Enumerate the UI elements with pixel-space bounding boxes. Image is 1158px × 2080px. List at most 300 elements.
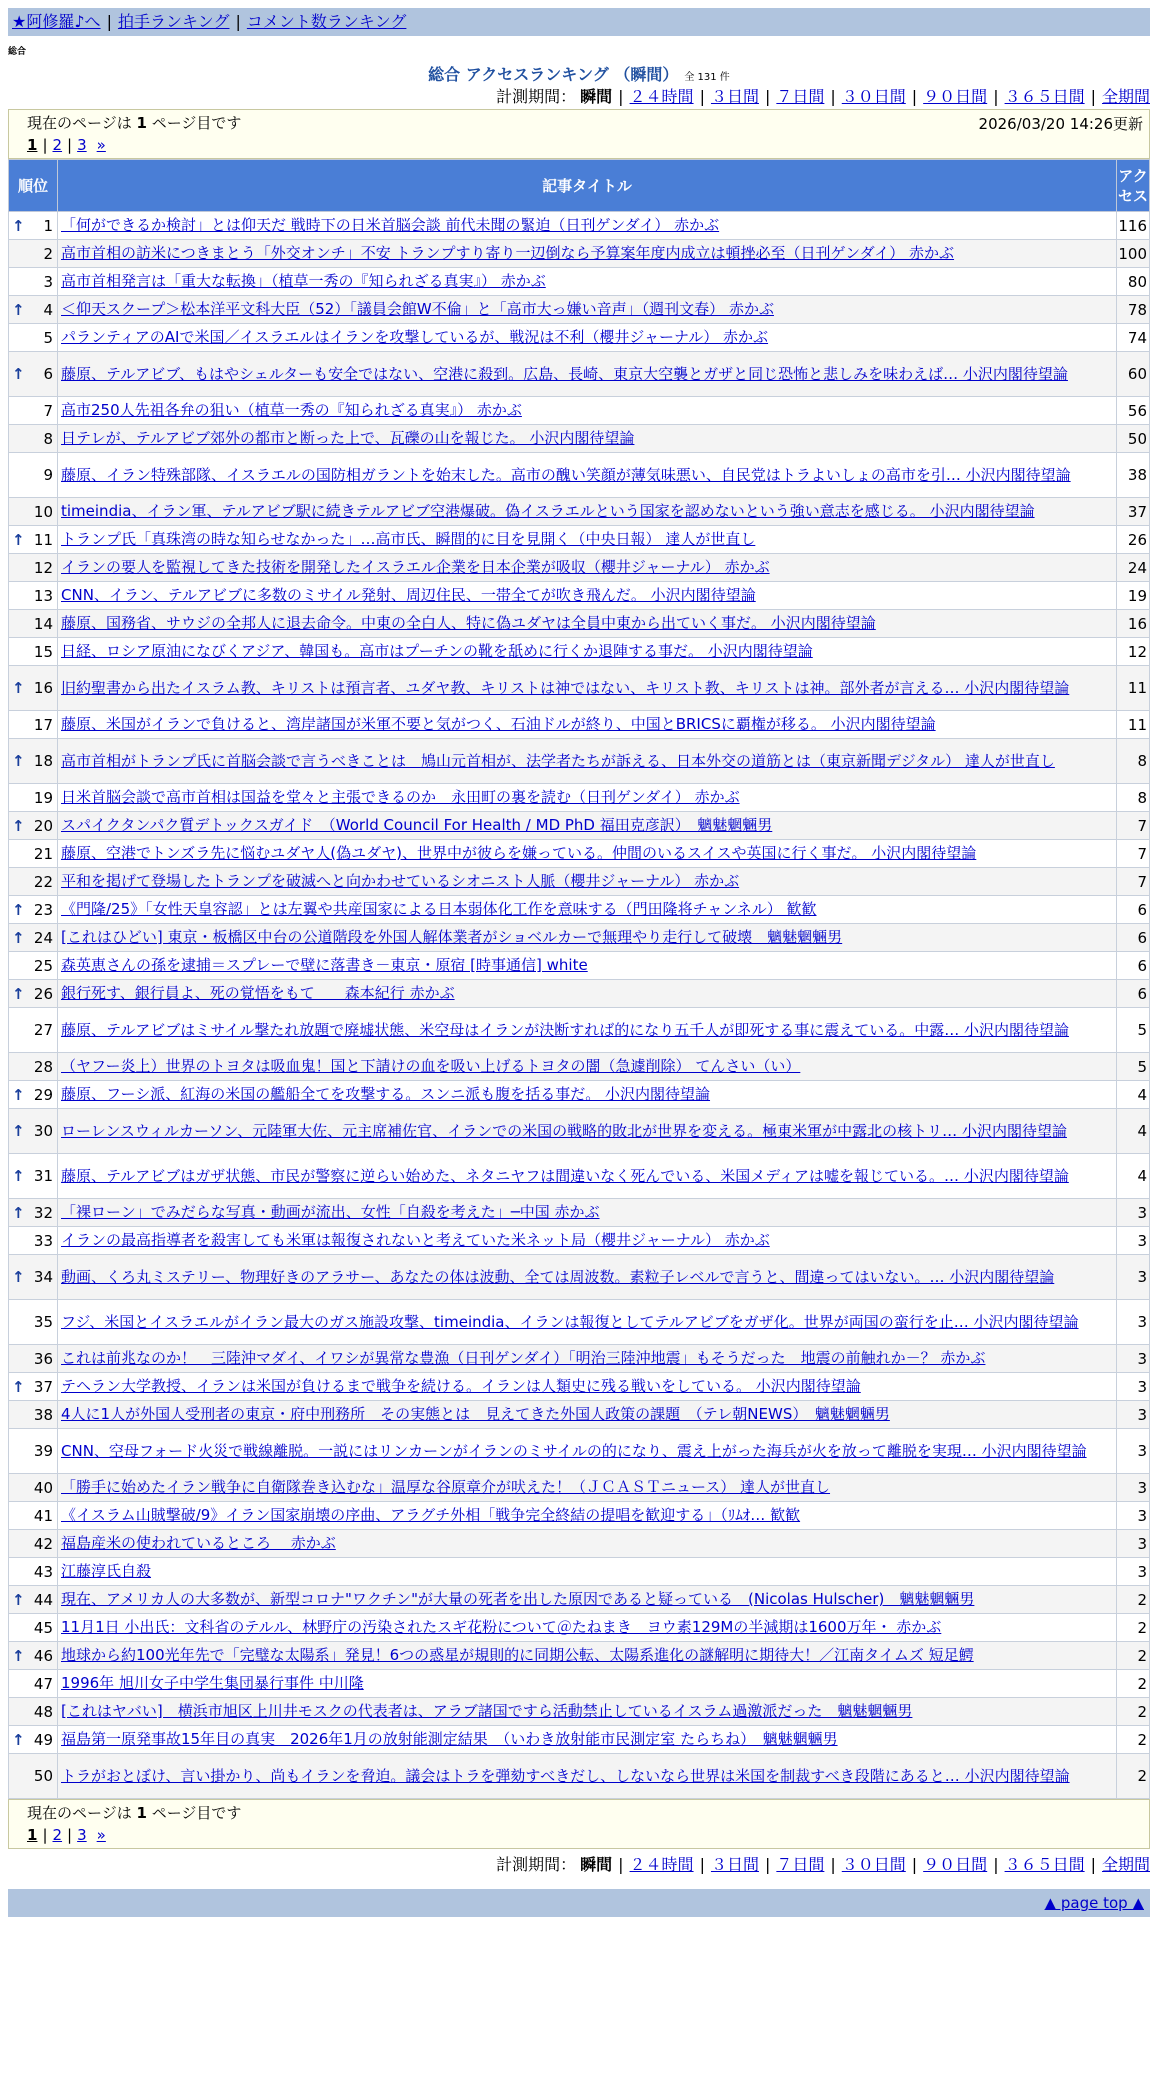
title-cell [58,1300,1117,1345]
table-row [9,1429,1150,1474]
rank-cell [9,1670,58,1698]
title-cell [58,1558,1117,1586]
period-current: 瞬間 [580,1855,613,1874]
access-count: 3 [1117,1502,1150,1530]
title-cell [58,1474,1117,1502]
article-title-link[interactable]: 地球から約100光年先で「完璧な太陽系」発見！6つの惑星が規則的に同期公転、太陽系進化の謎解明に期待大！／江南タイムズ 短足鰐 [61,1646,974,1664]
access-count: 2 [1117,1642,1150,1670]
access-count: 100 [1117,240,1150,268]
title-cell [58,240,1117,268]
article-title-link[interactable]: 福島産米の使われているところ 赤かぶ [61,1534,336,1552]
rank-cell [9,1429,58,1474]
article-title-link[interactable]: 現在、アメリカ人の大多数が、新型コロナ"ワクチン"が大量の死者を出した原因であると疑っている (Nicolas Hulscher) 魑魅魍魎男 [61,1590,975,1608]
article-title-link[interactable]: パランティアのAIで米国／イスラエルはイランを攻撃しているが、戦況は不利（櫻井ジャーナル） 赤かぶ [61,328,769,346]
table-row [9,212,1150,240]
rank-cell [9,711,58,739]
article-title-link[interactable]: 藤原、テルアビブ、もはやシェルターも安全ではない、空港に殺到。広島、長崎、東京大空襲とガザと同じ恐怖と悲しみを味わえば… 小沢内閣待望論 [61,364,1068,383]
rank-number: 32 [33,1203,53,1222]
nav-separator: | [235,12,241,31]
access-count: 16 [1117,610,1150,638]
nav-separator: | [106,12,112,31]
rank-number: 37 [33,1377,53,1396]
ranking-heading [8,65,1150,85]
rank-number: 10 [33,502,53,521]
title-cell [58,1726,1117,1754]
title-cell [58,268,1117,296]
access-count: 24 [1117,554,1150,582]
access-count: 56 [1117,397,1150,425]
table-row [9,1530,1150,1558]
title-cell [58,425,1117,453]
title-cell [58,1227,1117,1255]
rank-number: 15 [33,642,53,661]
table-row [9,1008,1150,1053]
title-cell [58,1754,1117,1799]
title-cell [58,711,1117,739]
rank-number: 22 [33,872,53,891]
rank-number: 1 [43,216,53,235]
rank-cell [9,666,58,711]
access-count: 11 [1117,711,1150,739]
rank-number: 14 [33,614,53,633]
table-row [9,980,1150,1008]
access-count: 6 [1117,980,1150,1008]
table-row [9,296,1150,324]
rank-number: 39 [33,1442,53,1460]
page-title: 総合 アクセスランキング （瞬間） [428,65,679,84]
page-link-2[interactable]: 2 [52,136,63,154]
period-option-all[interactable]: 全期間 [1101,87,1150,106]
title-cell [58,1401,1117,1429]
rank-number: 25 [33,956,53,975]
article-title-link[interactable]: 日経、ロシア原油になびくアジア、韓国も。高市はプーチンの靴を舐めに行くか退陣する事だ。 小沢内閣待望論 [61,642,813,660]
access-count: 37 [1117,498,1150,526]
rank-up-arrow-icon: ↑ [12,984,25,1003]
rank-cell [9,868,58,896]
access-count: 3 [1117,1530,1150,1558]
rank-number: 6 [43,365,53,383]
access-count: 4 [1117,1109,1150,1154]
title-cell [58,1670,1117,1698]
article-title-link[interactable]: [これはひどい] 東京・板橋区中台の公道階段を外国人解体業者がショベルカーで無理やり走行して破壊 魑魅魍魎男 [61,928,843,946]
page-link-current: 1 [27,1826,38,1844]
rank-cell [9,498,58,526]
rank-number: 2 [43,244,53,263]
access-count: 19 [1117,582,1150,610]
page-top-link[interactable]: ▲ page top ▲ [1044,1894,1144,1912]
rank-cell [9,1586,58,1614]
rank-up-arrow-icon: ↑ [12,1167,25,1185]
article-title-link[interactable]: 日テレが、テルアビブ郊外の都市と断った上で、瓦礫の山を報じた。 小沢内閣待望論 [61,429,635,447]
rank-cell [9,1373,58,1401]
title-cell [58,352,1117,397]
item-count: 全 131 件 [684,72,730,83]
title-cell [58,212,1117,240]
access-count: 7 [1117,812,1150,840]
rank-number: 4 [43,300,53,319]
title-cell [58,1053,1117,1081]
title-cell [58,638,1117,666]
article-title-link[interactable]: 「何ができるか検討」とは仰天だ 戦時下の日米首脳会談 前代未聞の緊迫（日刊ゲンダイ） 赤かぶ [61,216,720,234]
title-cell [58,1345,1117,1373]
page-link-current: 1 [27,136,38,154]
access-count: 4 [1117,1154,1150,1199]
article-title-link[interactable]: フジ、米国とイスラエルがイラン最大のガス施設攻撃、timeindia、イランは報復としてテルアビブをガザ化。世界が両国の蛮行を止… 小沢内閣待望論 [61,1312,1079,1331]
title-cell [58,1255,1117,1300]
title-cell [58,1373,1117,1401]
access-count: 50 [1117,425,1150,453]
article-title-link[interactable]: 11月1日 小出氏：文科省のテルル、林野庁の汚染されたスギ花粉について＠たねまき ヨウ素129Mの半減期は1600万年・ 赤かぶ [61,1618,942,1636]
period-option-3d[interactable]: ３日間 [710,1855,759,1874]
nav-comment-ranking-link[interactable]: コメント数ランキング [246,12,407,31]
rank-number: 30 [33,1122,53,1140]
title-cell [58,1642,1117,1670]
period-option-30d[interactable]: ３０日間 [841,87,906,106]
page-next-link[interactable]: » [96,136,106,154]
period-option-365d[interactable]: ３６５日間 [1004,87,1085,106]
table-row [9,1053,1150,1081]
table-row [9,638,1150,666]
rank-up-arrow-icon: ↑ [12,530,25,549]
rank-cell [9,212,58,240]
article-title-link[interactable]: CNN、空母フォード火災で戦線離脱。一説にはリンカーンがイランのミサイルの的になり、震え上がった海兵が火を放って離脱を実現… 小沢内閣待望論 [61,1441,1087,1460]
access-count: 60 [1117,352,1150,397]
access-count: 38 [1117,453,1150,498]
period-option-30d[interactable]: ３０日間 [841,1855,906,1874]
article-title-link[interactable]: トラがおとぼけ、言い掛かり、尚もイランを脅迫。議会はトラを弾劾すべきだし、しないなら世界は米国を制裁すべき段階にあると… 小沢内閣待望論 [61,1766,1070,1785]
rank-cell [9,296,58,324]
title-cell [58,812,1117,840]
access-count: 3 [1117,1474,1150,1502]
rank-up-arrow-icon: ↑ [12,752,25,770]
article-title-link[interactable]: （ヤフー炎上）世界のトヨタは吸血鬼！国と下請けの血を吸い上げるトヨタの闇（急遽削除） てんさい（い） [61,1057,801,1075]
rank-up-arrow-icon: ↑ [12,816,25,835]
article-title-link[interactable]: スパイクタンパク質デトックスガイド （World Council For Health / MD PhD 福田克彦訳） 魑魅魍魎男 [61,816,773,834]
rank-cell [9,582,58,610]
update-timestamp: 2026/03/20 14:26更新 [978,115,1143,133]
period-option-all[interactable]: 全期間 [1101,1855,1150,1874]
table-row [9,352,1150,397]
access-count: 2 [1117,1698,1150,1726]
rank-number: 11 [33,530,53,549]
title-cell [58,498,1117,526]
rank-number: 45 [33,1618,53,1637]
rank-cell [9,1502,58,1530]
rank-cell [9,240,58,268]
article-title-link[interactable]: 森英恵さんの孫を逮捕＝スプレーで壁に落書き－東京・原宿 [時事通信] white [61,956,588,974]
rank-cell [9,397,58,425]
rank-up-arrow-icon: ↑ [12,1203,25,1222]
title-cell [58,924,1117,952]
access-count: 6 [1117,952,1150,980]
access-count: 6 [1117,924,1150,952]
rank-number: 17 [33,715,53,734]
table-row [9,1199,1150,1227]
rank-cell [9,1109,58,1154]
article-title-link[interactable]: 高市250人先祖各弁の狙い（植草一秀の『知られざる真実』） 赤かぶ [61,401,522,419]
table-row [9,1154,1150,1199]
rank-cell [9,610,58,638]
table-row [9,1300,1150,1345]
table-row [9,397,1150,425]
title-cell [58,324,1117,352]
article-title-link[interactable]: 藤原、フーシ派、紅海の米国の艦船全てを攻撃する。スンニ派も腹を括る事だ。 小沢内閣待望論 [61,1085,711,1103]
rank-number: 24 [33,928,53,947]
access-count: 8 [1117,784,1150,812]
rank-number: 7 [43,401,53,420]
access-count: 5 [1117,1008,1150,1053]
article-title-link[interactable]: 藤原、国務省、サウジの全邦人に退去命令。中東の全白人、特に偽ユダヤは全員中東から出ていく事だ。 小沢内閣待望論 [61,614,876,632]
table-row [9,240,1150,268]
rank-number: 8 [43,429,53,448]
rank-number: 20 [33,816,53,835]
article-title-link[interactable]: 平和を掲げて登場したトランプを破滅へと向かわせているシオニスト人脈（櫻井ジャーナル） 赤かぶ [61,872,740,890]
rank-cell [9,1345,58,1373]
article-title-link[interactable]: 《門隆/25》「女性天皇容認」とは左翼や共産国家による日本弱体化工作を意味する（門田隆将チャンネル） 歓歓 [61,900,817,918]
rank-number: 18 [33,752,53,770]
period-option-3d[interactable]: ３日間 [710,87,759,106]
table-row [9,1081,1150,1109]
title-cell [58,1502,1117,1530]
page-links: 1 | 2 | 3 » [27,136,106,154]
period-selector-bottom: 計測期間： 瞬間 | ２４時間 | ３日間 | ７日間 | ３０日間 | ９０日間 | ３６５日間 | 全期間 [496,1855,1150,1874]
title-cell [58,980,1117,1008]
rank-number: 34 [33,1268,53,1286]
page-next-link[interactable]: » [96,1826,106,1844]
rank-number: 3 [43,272,53,291]
title-cell [58,896,1117,924]
title-cell [58,840,1117,868]
article-title-link[interactable]: 旧約聖書から出たイスラム教、キリストは預言者、ユダヤ教、キリストは神ではない、キリスト教、キリストは神。部外者が言える… 小沢内閣待望論 [61,678,1070,697]
table-row [9,498,1150,526]
article-title-link[interactable]: 高市首相の訪米につきまとう「外交オンチ」不安 トランプすり寄り一辺倒なら予算案年度内成立は頓挫必至（日刊ゲンダイ） 赤かぶ [61,244,955,262]
title-cell [58,868,1117,896]
rank-cell [9,425,58,453]
rank-up-arrow-icon: ↑ [12,928,25,947]
article-title-link[interactable]: トランプ氏「真珠湾の時な知らせなかった」…高市氏、瞬間的に目を見開く（中央日報） 達人が世直し [61,530,756,548]
access-count: 2 [1117,1754,1150,1799]
pagination-top [8,109,1150,159]
rank-number: 16 [33,679,53,697]
access-count: 3 [1117,1199,1150,1227]
table-row [9,1586,1150,1614]
rank-cell [9,1754,58,1799]
title-cell [58,453,1117,498]
rank-number: 28 [33,1057,53,1076]
title-cell [58,1530,1117,1558]
table-row [9,425,1150,453]
current-page-number: 1 [136,1804,147,1822]
nav-clap-ranking-link[interactable]: 拍手ランキング [117,12,230,31]
access-count: 2 [1117,1726,1150,1754]
rank-cell [9,980,58,1008]
access-count: 2 [1117,1670,1150,1698]
rank-number: 5 [43,328,53,347]
rank-cell [9,1154,58,1199]
rank-up-arrow-icon: ↑ [12,365,25,383]
access-count: 3 [1117,1558,1150,1586]
page-links: 1 | 2 | 3 » [27,1826,106,1844]
access-count: 7 [1117,840,1150,868]
rank-number: 19 [33,788,53,807]
article-title-link[interactable]: イランの最高指導者を殺害しても米軍は報復されないと考えていた米ネット局（櫻井ジャーナル） 赤かぶ [61,1231,770,1249]
access-count: 80 [1117,268,1150,296]
rank-cell [9,554,58,582]
article-title-link[interactable]: 江藤淳氏自殺 [61,1562,152,1580]
period-option-7d[interactable]: ７日間 [776,1855,825,1874]
title-cell [58,1109,1117,1154]
table-row [9,784,1150,812]
access-count: 11 [1117,666,1150,711]
table-row [9,1614,1150,1642]
article-title-link[interactable]: 銀行死す、銀行員よ、死の覚悟をもて 森本紀行 赤かぶ [61,984,455,1002]
rank-up-arrow-icon: ↑ [12,900,25,919]
access-count: 3 [1117,1300,1150,1345]
table-row [9,666,1150,711]
period-option-24h[interactable]: ２４時間 [629,87,694,106]
nav-home-link[interactable]: ★阿修羅♪へ [12,12,101,31]
article-title-link[interactable]: これは前兆なのか！ 三陸沖マダイ、イワシが異常な豊漁（日刊ゲンダイ）「明治三陸沖地震」もそうだった 地震の前触れか－？ 赤かぶ [61,1349,986,1367]
rank-number: 36 [33,1349,53,1368]
rank-up-arrow-icon: ↑ [12,300,25,319]
title-cell [58,610,1117,638]
title-cell [58,952,1117,980]
table-row [9,1227,1150,1255]
rank-cell [9,324,58,352]
article-title-link[interactable]: 藤原、テルアビブはガザ状態、市民が警察に逆らい始めた、ネタニヤフは間違いなく死んでいる、米国メディアは嘘を報じている。… 小沢内閣待望論 [61,1166,1069,1185]
rank-cell [9,1227,58,1255]
period-option-24h[interactable]: ２４時間 [629,1855,694,1874]
rank-cell [9,896,58,924]
title-cell [58,739,1117,784]
article-title-link[interactable]: ＜仰天スクープ＞松本洋平文科大臣（52）「議員会館W不倫」と「高市大っ嫌い音声」（週刊文春） 赤かぶ [61,300,774,318]
access-count: 2 [1117,1586,1150,1614]
article-title-link[interactable]: 高市首相がトランプ氏に首脳会談で言うべきことは 鳩山元首相が、法学者たちが訴える、日本外交の道筋とは（東京新聞デジタル） 達人が世直し [61,751,1055,770]
table-row [9,268,1150,296]
rank-up-arrow-icon: ↑ [12,1268,25,1286]
access-count: 3 [1117,1227,1150,1255]
title-cell [58,1614,1117,1642]
title-cell [58,397,1117,425]
rank-number: 29 [33,1085,53,1104]
table-row [9,1474,1150,1502]
title-cell [58,296,1117,324]
table-row [9,924,1150,952]
rank-number: 26 [33,984,53,1003]
article-title-link[interactable]: 藤原、米国がイランで負けると、湾岸諸国が米軍不要と気がつく、石油ドルが終り、中国とBRICSに覇権が移る。 小沢内閣待望論 [61,715,936,733]
article-title-link[interactable]: イランの要人を監視してきた技術を開発したイスラエル企業を日本企業が吸収（櫻井ジャーナル） 赤かぶ [61,558,770,576]
table-row [9,868,1150,896]
rank-number: 43 [33,1562,53,1581]
access-count: 3 [1117,1255,1150,1300]
article-title-link[interactable]: 《イスラム山賊撃破/9》イラン国家崩壊の序曲、アラグチ外相「戦争完全終結の提唱を歓迎する」（ﾘﾑｵ… 歓歓 [61,1506,801,1524]
ranking-rows [9,212,1150,1799]
rank-cell [9,1558,58,1586]
rank-number: 42 [33,1534,53,1553]
column-header-title: 記事タイトル [58,160,1117,212]
table-row [9,896,1150,924]
rank-cell [9,840,58,868]
page-link-3[interactable]: 3 [77,1826,87,1844]
page-link-2[interactable]: 2 [52,1826,63,1844]
access-count: 78 [1117,296,1150,324]
access-count: 7 [1117,868,1150,896]
article-title-link[interactable]: 藤原、イラン特殊部隊、イスラエルの国防相ガラントを始末した。高市の醜い笑顔が薄気味悪い、自民党はトラよいしょの高市を引… 小沢内閣待望論 [61,465,1071,484]
period-option-7d[interactable]: ７日間 [776,87,825,106]
footer-bar [8,1889,1150,1917]
page-info: 現在のページは 1 ページ目です [27,114,242,132]
article-title-link[interactable]: 「勝手に始めたイラン戦争に自衛隊巻き込むな」温厚な谷原章介が吠えた！（ＪＣＡＳＴニュース） 達人が世直し [61,1478,831,1496]
access-count: 3 [1117,1429,1150,1474]
rank-cell [9,268,58,296]
article-title-link[interactable]: 福島第一原発事故15年目の真実 2026年1月の放射能測定結果 （いわき放射能市民測定室 たらちね） 魑魅魍魎男 [61,1730,838,1748]
rank-cell [9,924,58,952]
period-option-90d[interactable]: ９０日間 [923,87,988,106]
page-info: 現在のページは 1 ページ目です [27,1804,242,1822]
article-title-link[interactable]: CNN、イラン、テルアビブに多数のミサイル発射、周辺住民、一帯全てが吹き飛んだ。 小沢内閣待望論 [61,586,756,604]
article-title-link[interactable]: 日米首脳会談で高市首相は国益を堂々と主張できるのか 永田町の裏を読む（日刊ゲンダイ） 赤かぶ [61,788,740,806]
period-label: 計測期間： [496,1855,577,1874]
current-page-number: 1 [136,114,147,132]
rank-cell [9,1300,58,1345]
access-count: 12 [1117,638,1150,666]
column-header-access: アクセス [1117,160,1150,212]
table-row [9,1255,1150,1300]
rank-cell [9,638,58,666]
rank-cell [9,1614,58,1642]
rank-number: 50 [33,1767,53,1785]
title-cell [58,1154,1117,1199]
table-row [9,840,1150,868]
rank-up-arrow-icon: ↑ [12,679,25,697]
rank-number: 48 [33,1702,53,1721]
article-title-link[interactable]: 「裸ローン」でみだらな写真・動画が流出、女性「自殺を考えた」─中国 赤かぶ [61,1203,600,1221]
article-title-link[interactable]: 高市首相発言は「重大な転換」（植草一秀の『知られざる真実』） 赤かぶ [61,272,546,290]
rank-cell [9,1255,58,1300]
section-label: 総合 [8,47,27,57]
article-title-link[interactable]: 4人に1人が外国人受刑者の東京・府中刑務所 その実態とは 見えてきた外国人政策の課題 （テレ朝NEWS） 魑魅魍魎男 [61,1405,890,1423]
article-title-link[interactable]: 1996年 旭川女子中学生集団暴行事件 中川隆 [61,1674,364,1692]
title-cell [58,1586,1117,1614]
article-title-link[interactable]: timeindia、イラン軍、テルアビブ駅に続きテルアビブ空港爆破。偽イスラエルという国家を認めないという強い意志を感じる。 小沢内閣待望論 [61,502,1035,520]
page-link-3[interactable]: 3 [77,136,87,154]
title-cell [58,784,1117,812]
article-title-link[interactable]: 動画、くろ丸ミステリー、物理好きのアラサー、あなたの体は波動、全ては周波数。素粒子レベルで言うと、間違ってはいない。… 小沢内閣待望論 [61,1267,1055,1286]
rank-up-arrow-icon: ↑ [12,1377,25,1396]
period-option-365d[interactable]: ３６５日間 [1004,1855,1085,1874]
article-title-link[interactable]: [これはヤバい] 横浜市旭区上川井モスクの代表者は、アラブ諸国ですら活動禁止しているイスラム過激派だった 魑魅魍魎男 [61,1702,913,1720]
column-header-rank: 順位 [9,160,58,212]
article-title-link[interactable]: 藤原、テルアビブはミサイル撃たれ放題で廃墟状態、米空母はイランが決断すれば的になり五千人が即死する事に震えている。中露… 小沢内閣待望論 [61,1020,1069,1039]
rank-number: 40 [33,1478,53,1497]
article-title-link[interactable]: ローレンスウィルカーソン、元陸軍大佐、元主席補佐官、イランでの米国の戦略的敗北が世界を変える。極東米軍が中露北の核トリ… 小沢内閣待望論 [61,1121,1067,1140]
title-cell [58,1199,1117,1227]
table-row [9,1754,1150,1799]
article-title-link[interactable]: テヘラン大学教授、イランは米国が負けるまで戦争を続ける。イランは人類史に残る戦いをしている。 小沢内閣待望論 [61,1377,861,1395]
rank-number: 23 [33,900,53,919]
rank-cell [9,1698,58,1726]
rank-cell [9,1474,58,1502]
article-title-link[interactable]: 藤原、空港でトンズラ先に悩むユダヤ人(偽ユダヤ)、世界中が彼らを嫌っている。仲間のいるスイスや英国に行く事だ。 小沢内閣待望論 [61,844,977,862]
rank-up-arrow-icon: ↑ [12,1085,25,1104]
rank-number: 9 [43,466,53,484]
access-count: 3 [1117,1401,1150,1429]
table-row [9,1698,1150,1726]
rank-cell [9,1081,58,1109]
table-row [9,739,1150,784]
period-option-90d[interactable]: ９０日間 [923,1855,988,1874]
access-count: 116 [1117,212,1150,240]
